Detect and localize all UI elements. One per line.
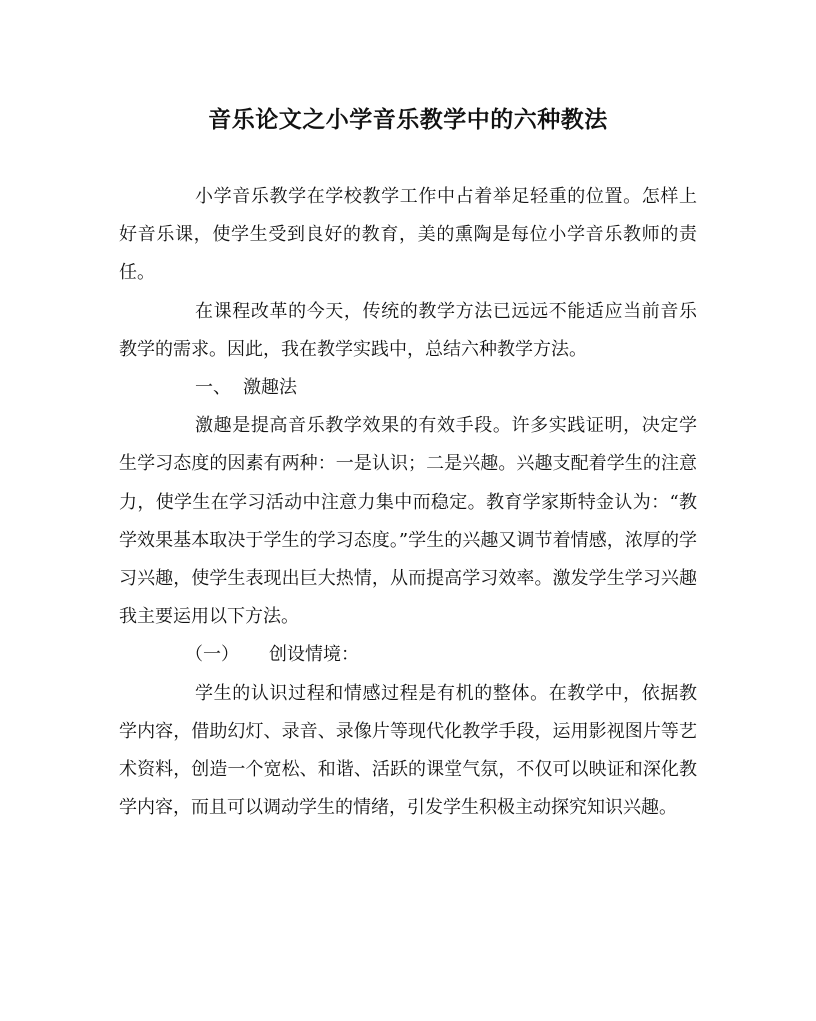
subsection-number: （一）	[185, 644, 239, 666]
section-heading-1	[119, 369, 697, 407]
intro-paragraph-1: 小学音乐教学在学校教学工作中占着举足轻重的位置。怎样上好音乐课，使学生受到良好的教育，美的熏陶是每位小学音乐教师的责任。	[119, 186, 697, 284]
section-1-paragraph: 激趣是提高音乐教学效果的有效手段。许多实践证明，决定学生学习态度的因素有两种：一是认识；二是兴趣。兴趣支配着学生的注意力，使学生在学习活动中注意力集中而稳定。教育学家斯特金认为：“教学效果基本取决于学生的学习态度。”学生的兴趣又调节着情感，浓厚的学习兴趣，使学生表现出巨大热情，从而提高学习效率。激发学生学习兴趣我主要运用以下方法。	[119, 415, 697, 628]
section-number: 一、	[195, 377, 231, 399]
subsection-1-paragraph: 学生的认识过程和情感过程是有机的整体。在教学中，依据教学内容，借助幻灯、录音、录像片等现代化教学手段，运用影视图片等艺术资料，创造一个宽松、和谐、活跃的课堂气氛，不仅可以映证和深化教学内容，而且可以调动学生的情绪，引发学生积极主动探究知识兴趣。	[119, 682, 697, 819]
intro-paragraph-2: 在课程改革的今天，传统的教学方法已远远不能适应当前音乐教学的需求。因此，我在教学实践中，总结六种教学方法。	[119, 300, 697, 360]
document-title: 音乐论文之小学音乐教学中的六种教法	[208, 106, 608, 133]
document-body	[119, 178, 697, 827]
subsection-heading-1	[119, 636, 697, 674]
section-title: 激趣法	[243, 377, 297, 399]
subsection-title: 创设情境：	[269, 644, 359, 666]
